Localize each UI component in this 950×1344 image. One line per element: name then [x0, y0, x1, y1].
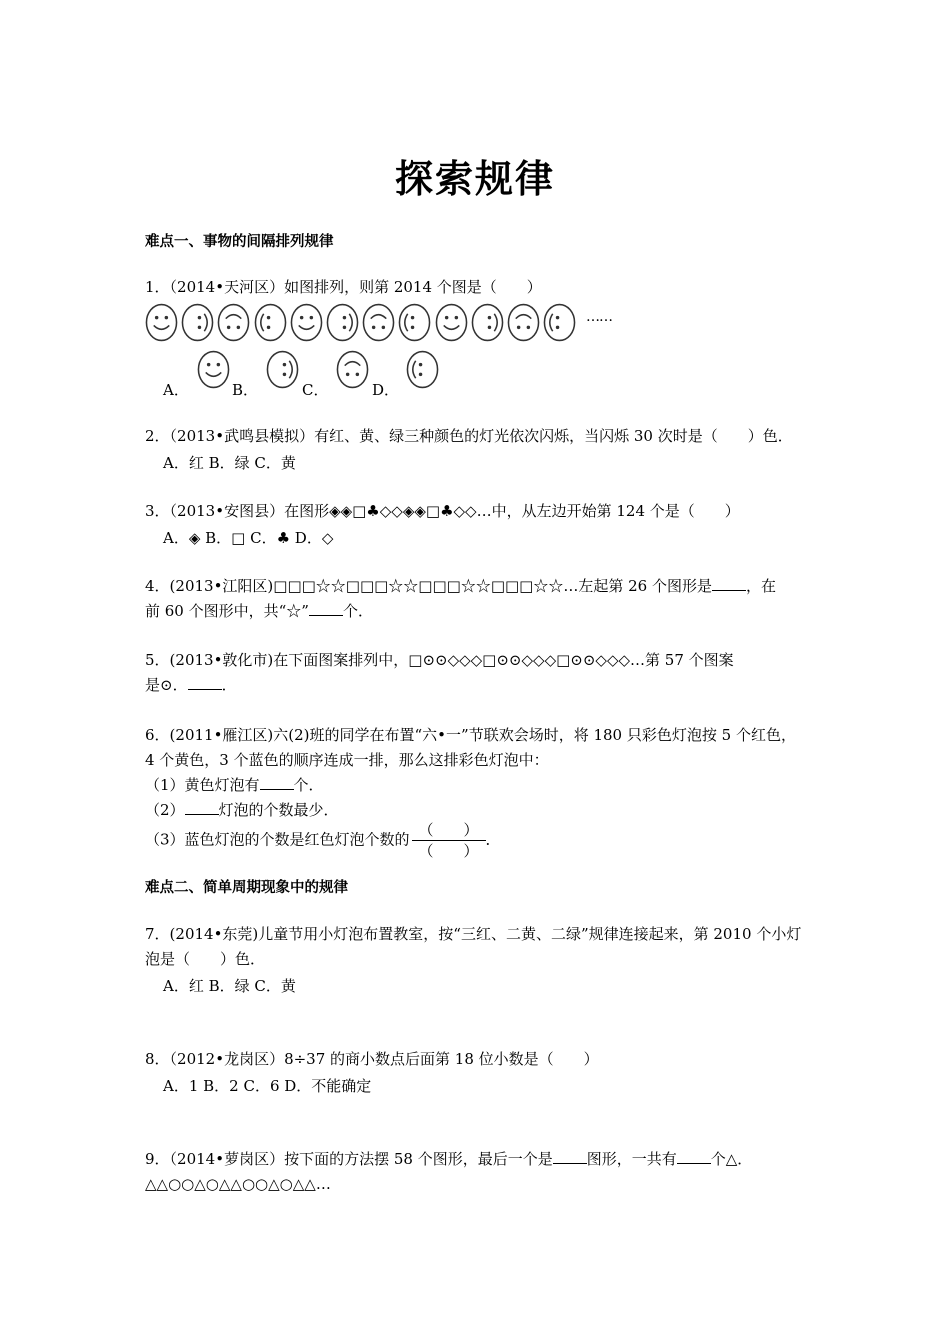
question-3-options: A．◈ B．□ C．♣ D．◇ [163, 529, 334, 547]
frown-face-icon [336, 350, 369, 389]
frown-face-icon [362, 303, 395, 342]
frown-face-icon [217, 303, 250, 342]
question-5-line-1: 5．(2013•敦化市)在下面图案排列中，□⊙⊙◇◇◇□⊙⊙◇◇◇□⊙⊙◇◇◇…第 57 个图案 [145, 651, 734, 669]
answer-blank[interactable] [188, 675, 222, 690]
section-heading-1: 难点一、事物的间隔排列规律 [145, 234, 334, 250]
option-label: B． [232, 381, 259, 399]
question-2-options: A．红 B．绿 C．黄 [163, 454, 296, 472]
question-4-line-1: 4．(2013•江阳区)□□□☆☆□□□☆☆□□□☆☆□□□☆☆…左起第 26 个图形是 ，在 [145, 577, 776, 595]
question-6-sub-2: （2） 灯泡的个数最少． [145, 801, 339, 819]
eyes-left-face-icon [406, 350, 439, 389]
question-6-line-1: 6．(2011•雁江区)六(2)班的同学在布置“六•一”节联欢会场时，将 180 只彩色灯泡按 5 个红色， [145, 726, 796, 744]
question-8-options: A．1 B．2 C．6 D．不能确定 [163, 1077, 372, 1095]
option-label: A． [163, 381, 189, 399]
question-4-line-2: 前 60 个图形中，共“☆” 个． [145, 602, 373, 620]
question-7-line-1: 7．(2014•东莞)儿童节用小灯泡布置教室，按“三红、二黄、二绿”规律连接起来，第 2010 个小灯 [145, 925, 802, 943]
smile-face-icon [197, 350, 230, 389]
eyes-right-face-icon [326, 303, 359, 342]
option-label: D． [372, 381, 400, 399]
smile-face-icon [145, 303, 178, 342]
question-8-text: 8．（2012•龙岗区）8÷37 的商小数点后面第 18 位小数是（ ） [145, 1050, 599, 1068]
frown-face-icon [507, 303, 540, 342]
smile-face-icon [435, 303, 468, 342]
question-3-text: 3．（2013•安图县）在图形◈◈□♣◇◇◈◈□♣◇◇…中，从左边开始第 124 个是（ ） [145, 502, 740, 520]
answer-blank[interactable] [185, 800, 219, 815]
question-2-text: 2．（2013•武鸣县模拟）有红、黄、绿三种颜色的灯光依次闪烁，当闪烁 30 次时是（ ）色． [145, 427, 793, 445]
section-heading-2: 难点二、简单周期现象中的规律 [145, 880, 348, 896]
smile-face-icon [290, 303, 323, 342]
option-label: C． [302, 381, 329, 399]
question-9-line-2: △△○○△○△△○○△○△△… [145, 1175, 331, 1193]
question-6-line-2: 4 个黄色，3 个蓝色的顺序连成一排，那么这排彩色灯泡中： [145, 751, 549, 769]
answer-blank[interactable] [309, 601, 343, 616]
answer-blank[interactable] [712, 576, 746, 591]
eyes-right-face-icon [181, 303, 214, 342]
answer-blank[interactable] [677, 1149, 711, 1164]
eyes-left-face-icon [254, 303, 287, 342]
eyes-left-face-icon [398, 303, 431, 342]
answer-blank[interactable] [553, 1149, 587, 1164]
fraction-answer[interactable]: $\frac{( )}{( )}$ [412, 820, 486, 861]
answer-blank[interactable] [260, 775, 294, 790]
question-5-line-2: 是⊙． ． [145, 676, 237, 694]
eyes-right-face-icon [471, 303, 504, 342]
question-6-sub-3: （3）蓝色灯泡的个数是红色灯泡个数的 $\frac{( )}{( )}$ ． [145, 821, 501, 860]
question-1-text: 1．（2014•天河区）如图排列，则第 2014 个图是（ ） [145, 278, 542, 296]
sequence-ellipsis: …… [586, 309, 612, 325]
question-6-sub-1: （1）黄色灯泡有 个． [145, 776, 324, 794]
question-9-line-1: 9．（2014•萝岗区）按下面的方法摆 58 个图形，最后一个是 图形，一共有 个△． [145, 1150, 753, 1168]
eyes-right-face-icon [266, 350, 299, 389]
eyes-left-face-icon [543, 303, 576, 342]
question-7-line-2: 泡是（ ）色． [145, 950, 266, 968]
question-7-options: A．红 B．绿 C．黄 [163, 977, 296, 995]
page-title: 探索规律 [394, 156, 555, 201]
